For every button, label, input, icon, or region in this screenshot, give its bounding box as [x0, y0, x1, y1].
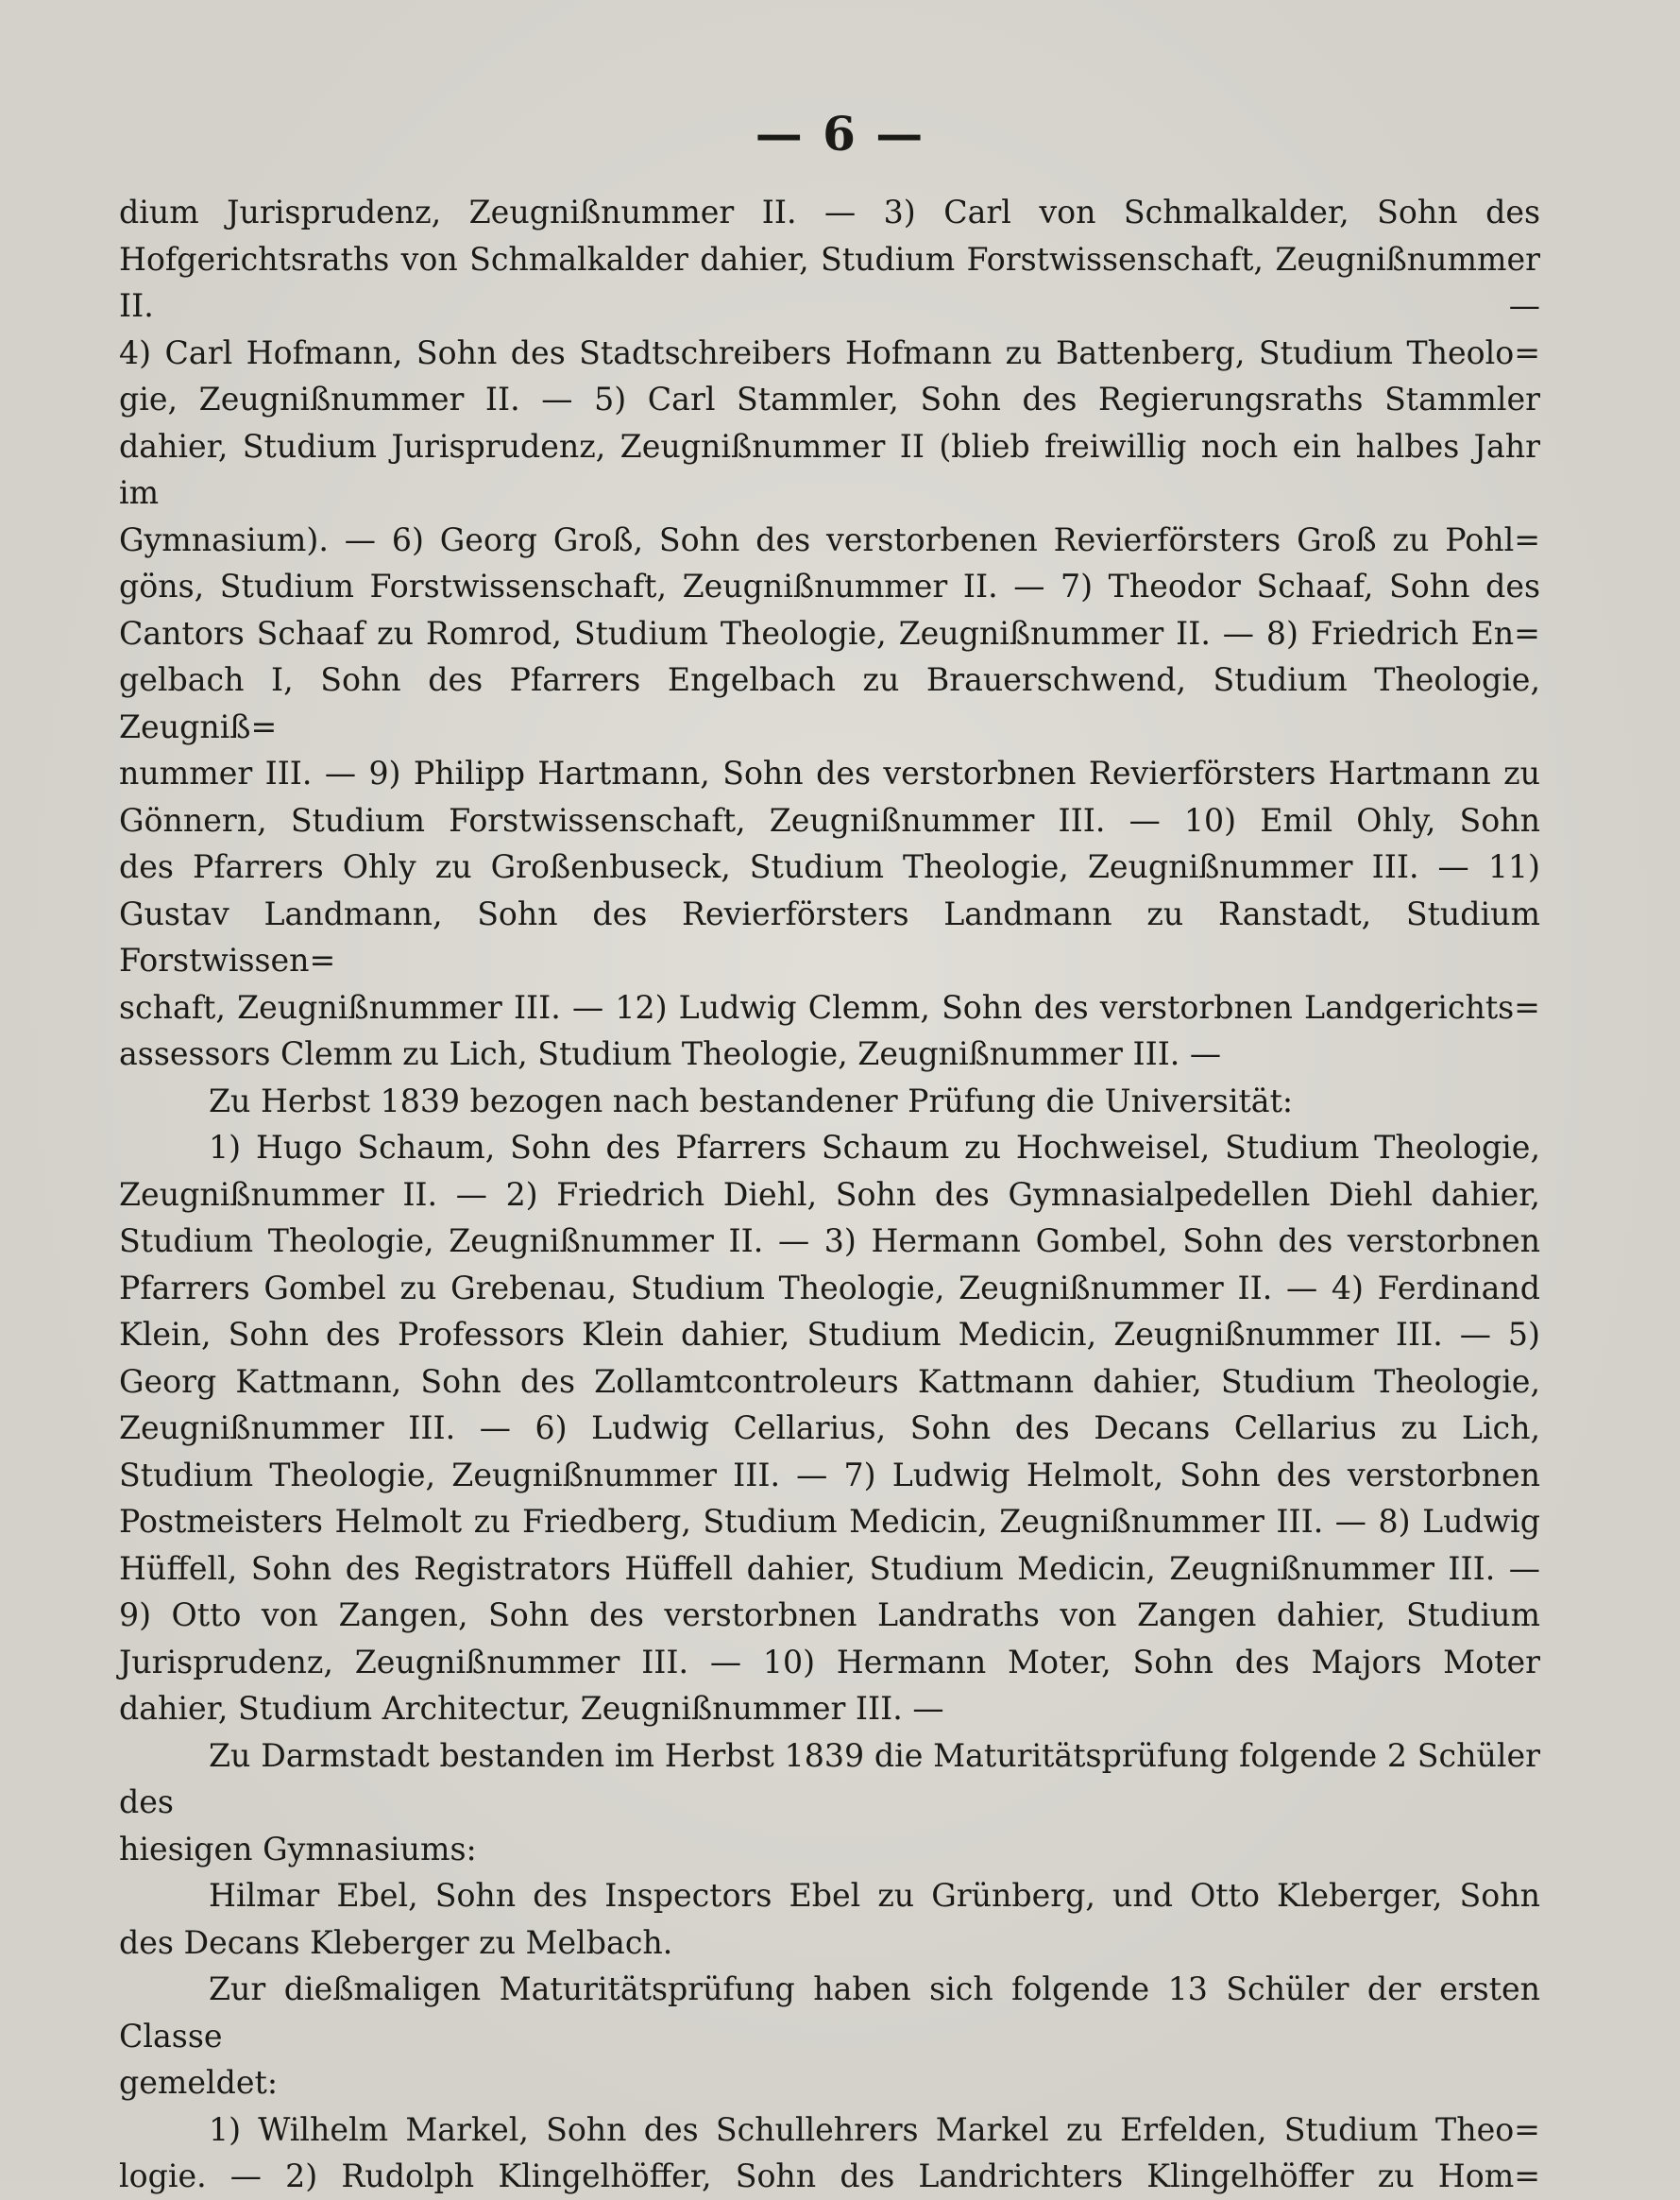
paragraph-heading-universitaet [119, 1078, 1540, 1125]
text-line: Hilmar Ebel, Sohn des Inspectors Ebel zu Grünberg, und Otto Kleberger, Sohn [209, 1877, 1540, 1914]
text-line: Hofgerichtsraths von Schmalkalder dahier, Studium Forstwissenschaft, Zeugnißnummer II. — [119, 240, 1540, 324]
text-line: Zu Darmstadt bestanden im Herbst 1839 die Maturitätsprüfung folgende 2 Schüler des [119, 1736, 1540, 1820]
text-line: Studium Theologie, Zeugnißnummer II. — 3) Hermann Gombel, Sohn des verstorbnen [119, 1222, 1540, 1259]
text-line: logie. — 2) Rudolph Klingelhöffer, Sohn des Landrichters Klingelhöffer zu Hom= [119, 2157, 1540, 2194]
paragraph-darmstadt-names [119, 1872, 1540, 1919]
text-line: Postmeisters Helmolt zu Friedberg, Studium Medicin, Zeugnißnummer III. — 8) Ludwig [119, 1503, 1540, 1540]
paragraph-end [119, 1919, 1540, 1967]
paragraph-current-exam [119, 1966, 1540, 2059]
text-line: Georg Kattmann, Sohn des Zollamtcontroleurs Kattmann dahier, Studium Theologie, [119, 1362, 1540, 1400]
text-line: gie, Zeugnißnummer II. — 5) Carl Stammler, Sohn des Regierungsraths Stammler [119, 381, 1540, 418]
text-line: 9) Otto von Zangen, Sohn des verstorbnen Landraths von Zangen dahier, Studium [119, 1596, 1540, 1633]
text-line: Zur dießmaligen Maturitätsprüfung haben sich folgende 13 Schüler der ersten Classe [119, 1970, 1540, 2055]
body-text [119, 189, 1540, 2200]
text-line: des Decans Kleberger zu Melbach. [119, 1923, 673, 1961]
text-line: gelbach I, Sohn des Pfarrers Engelbach zu Brauerschwend, Studium Theologie, Zeugniß= [119, 661, 1540, 745]
text-line: Zeugnißnummer II. — 2) Friedrich Diehl, Sohn des Gymnasialpedellen Diehl dahier, [119, 1175, 1540, 1213]
text-line: Zeugnißnummer III. — 6) Ludwig Cellarius, Sohn des Decans Cellarius zu Lich, [119, 1409, 1540, 1446]
paragraph-end [119, 1031, 1540, 1078]
text-line: gemeldet: [119, 2064, 279, 2101]
text-line: hiesigen Gymnasiums: [119, 1830, 477, 1867]
text-line: dahier, Studium Architectur, Zeugnißnummer III. — [119, 1690, 944, 1727]
text-line: Klein, Sohn des Professors Klein dahier, Studium Medicin, Zeugnißnummer III. — 5) [119, 1316, 1540, 1353]
text-line: dahier, Studium Jurisprudenz, Zeugnißnummer II (blieb freiwillig noch ein halbes Jahr im [119, 427, 1540, 511]
text-line: schaft, Zeugnißnummer III. — 12) Ludwig Clemm, Sohn des verstorbnen Landgerichts= [119, 988, 1540, 1026]
text-line: des Pfarrers Ohly zu Großenbuseck, Studium Theologie, Zeugnißnummer III. — 11) [119, 848, 1540, 885]
page-number: — 6 — [755, 106, 925, 162]
paragraph-darmstadt [119, 1732, 1540, 1826]
text-line: 4) Carl Hofmann, Sohn des Stadtschreibers Hofmann zu Battenberg, Studium Theolo= [119, 333, 1540, 371]
text-line: Pfarrers Gombel zu Grebenau, Studium Theologie, Zeugnißnummer II. — 4) Ferdinand [119, 1269, 1540, 1306]
text-line: Studium Theologie, Zeugnißnummer III. — 7) Ludwig Helmolt, Sohn des verstorbnen [119, 1456, 1540, 1493]
text-line: Gymnasium). — 6) Georg Groß, Sohn des verstorbenen Revierförsters Groß zu Pohl= [119, 520, 1540, 558]
paragraph-end [119, 2059, 1540, 2106]
paragraph-university-list [119, 1124, 1540, 1685]
text-line: göns, Studium Forstwissenschaft, Zeugnißnummer II. — 7) Theodor Schaaf, Sohn des [119, 568, 1540, 605]
text-line: Gustav Landmann, Sohn des Revierförsters Landmann zu Ranstadt, Studium Forstwissen= [119, 895, 1540, 979]
text-line: Hüffell, Sohn des Registrators Hüffell dahier, Studium Medicin, Zeugnißnummer III. — [119, 1549, 1540, 1587]
text-line: Zu Herbst 1839 bezogen nach bestandener Prüfung die Universität: [209, 1082, 1294, 1119]
paragraph-current-list [119, 2106, 1540, 2200]
text-line: 1) Wilhelm Markel, Sohn des Schullehrers Markel zu Erfelden, Studium Theo= [209, 2110, 1540, 2148]
paragraph-end [119, 1685, 1540, 1732]
text-line: assessors Clemm zu Lich, Studium Theologie, Zeugnißnummer III. — [119, 1035, 1222, 1072]
text-line: Cantors Schaaf zu Romrod, Studium Theologie, Zeugnißnummer II. — 8) Friedrich En= [119, 614, 1540, 652]
paragraph-list-1839-graduates [119, 189, 1540, 1031]
text-line: nummer III. — 9) Philipp Hartmann, Sohn des verstorbnen Revierförsters Hartmann zu [119, 755, 1540, 792]
text-line: dium Jurisprudenz, Zeugnißnummer II. — 3) Carl von Schmalkalder, Sohn des [119, 194, 1540, 230]
text-line: Jurisprudenz, Zeugnißnummer III. — 10) Hermann Moter, Sohn des Majors Moter [119, 1643, 1540, 1680]
paragraph-end [119, 1826, 1540, 1873]
text-line: 1) Hugo Schaum, Sohn des Pfarrers Schaum zu Hochweisel, Studium Theologie, [209, 1129, 1540, 1166]
text-line: Gönnern, Studium Forstwissenschaft, Zeugnißnummer III. — 10) Emil Ohly, Sohn [119, 801, 1540, 839]
